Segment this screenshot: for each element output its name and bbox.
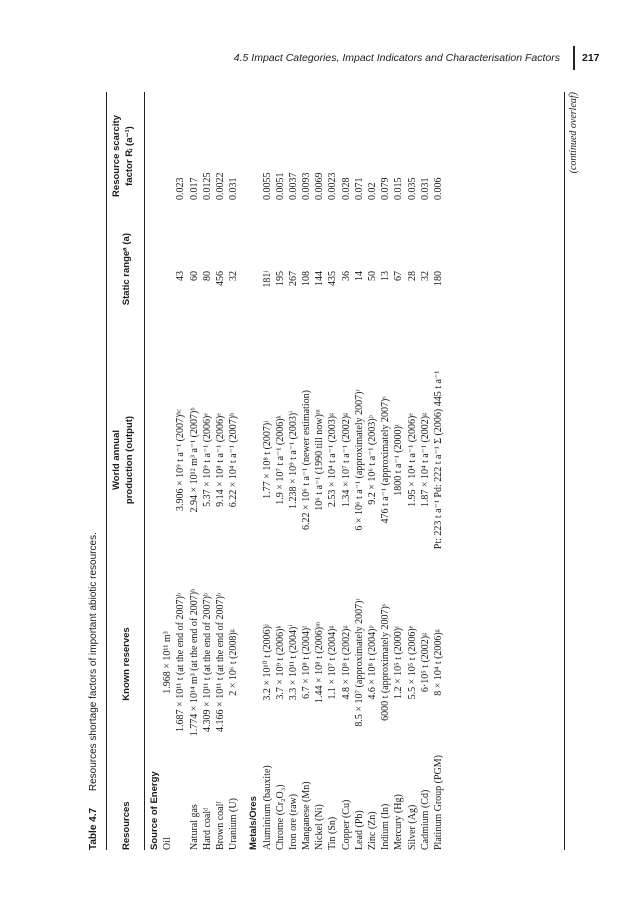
section-heading-row [247, 92, 260, 850]
cell-resource: Iron ore (raw) [287, 793, 299, 850]
continued-note: (continued overleaf) [568, 92, 579, 174]
cell-known-reserves: 3.3 × 10¹¹ t (2004)ⁱ [287, 624, 299, 701]
cell-scarcity-factor: 0.035 [406, 177, 418, 200]
table-row [340, 92, 353, 850]
table-row [174, 92, 187, 850]
cell-resource: Oil [162, 837, 174, 850]
cell-resource: Chrome (Cr₂O₃) [274, 784, 286, 850]
cell-scarcity-factor: 0.0069 [314, 172, 326, 200]
cell-scarcity-factor: 0.079 [380, 177, 392, 200]
page-number-rule [573, 46, 575, 70]
cell-known-reserves: 2 × 10⁶ t (2008)ᵍ [228, 629, 240, 696]
table-row [326, 92, 339, 850]
column-header-resources: Resources [121, 801, 132, 850]
cell-resource: Aluminium (bauxite) [261, 765, 273, 850]
table-header-rule [144, 92, 145, 850]
page-number: 217 [582, 52, 600, 64]
cell-static-range: 435 [327, 271, 339, 286]
table-top-rule [106, 92, 107, 850]
cell-scarcity-factor: 0.031 [228, 177, 240, 200]
cell-scarcity-factor: 0.0051 [274, 172, 286, 200]
cell-known-reserves: 4.309 × 10¹¹ t (at the end of 2007)ᵇ [201, 593, 213, 732]
cell-static-range: 28 [406, 271, 418, 281]
cell-scarcity-factor: 0.006 [432, 177, 444, 200]
cell-scarcity-factor: 0.0037 [287, 172, 299, 200]
cell-known-reserves: 1.968 × 10¹¹ m³ [162, 631, 174, 694]
cell-world-production: 9.2 × 10⁶ t a⁻¹ (2003)ᵖ [367, 415, 378, 505]
cell-world-production: 1.87 × 10⁴ t a⁻¹ (2002)ᵍ [419, 412, 431, 508]
cell-world-production: 2.53 × 10⁴ t a⁻¹ (2003)ᵍ [327, 412, 339, 508]
section-heading: Metals/Ores [248, 796, 260, 850]
cell-scarcity-factor: 0.015 [393, 177, 405, 200]
table-body [148, 92, 445, 850]
cell-static-range: 50 [367, 271, 378, 281]
cell-resource: Brown coalᶠ [214, 801, 226, 850]
cell-static-range: 32 [228, 271, 240, 281]
cell-scarcity-factor: 0.02 [367, 182, 378, 200]
table-row [287, 92, 300, 850]
cell-known-reserves: 6.7 × 10⁸ t (2004)ˡ [301, 626, 313, 699]
table-row [261, 92, 274, 850]
cell-resource: Manganese (Mn) [301, 781, 313, 850]
column-header-world-production-line1: World annual [111, 430, 122, 490]
table-row [392, 92, 405, 850]
cell-world-production: 10⁶ t a⁻¹ (1990 till now)ᵐ [314, 409, 326, 511]
cell-scarcity-factor: 0.0055 [261, 172, 273, 200]
cell-resource: Silver (Ag) [406, 804, 418, 850]
table-row [188, 92, 201, 850]
cell-known-reserves: 1.687 × 10¹¹ t (at the end of 2007)ᵇ [175, 593, 187, 732]
cell-known-reserves: 6000 t (approximately 2007)ˢ [380, 604, 392, 721]
cell-static-range: 43 [175, 271, 187, 281]
column-header-world-production-line2: production (output) [124, 415, 135, 505]
cell-scarcity-factor: 0.071 [353, 177, 365, 200]
cell-static-range: 67 [393, 271, 405, 281]
cell-scarcity-factor: 0.0023 [327, 172, 339, 200]
column-header-static-range: Static rangeᵃ (a) [121, 233, 132, 306]
cell-world-production: 6.22 × 10⁴ t a⁻¹ (2007)ʰ [228, 412, 240, 508]
table-row [300, 92, 313, 850]
section-gap [240, 92, 247, 850]
cell-world-production: 1800 t a⁻¹ (2000)ᵗ [393, 424, 405, 496]
cell-static-range: 267 [287, 271, 299, 286]
cell-world-production: 1.34 × 10⁷ t a⁻¹ (2002)ᵍ [340, 412, 352, 508]
cell-scarcity-factor: 0.028 [340, 177, 352, 200]
cell-scarcity-factor: 0.017 [188, 177, 200, 200]
table-caption [88, 92, 99, 850]
column-header-scarcity-line2: factor Rᵢ (a⁻¹) [124, 126, 135, 186]
cell-static-range: 144 [314, 271, 326, 286]
cell-resource: Platinum Group (PGM) [432, 755, 444, 850]
cell-world-production: 1.77 × 10⁸ t (2007)ʲ [261, 421, 273, 499]
cell-world-production: 6 × 10⁶ t a⁻¹ (approximately 2007)ʳ [353, 389, 365, 531]
cell-static-range: 14 [353, 271, 365, 281]
cell-resource: Indium (In) [380, 803, 392, 850]
section-heading-row [148, 92, 161, 850]
cell-static-range: 80 [201, 271, 213, 281]
cell-world-production: 3.906 × 10⁹ t a⁻¹ (2007)ᵇᶜ [175, 409, 187, 511]
cell-resource: Uranium (U) [228, 798, 240, 850]
column-header-known-reserves: Known reserves [121, 627, 132, 701]
cell-resource: Tin (Sn) [327, 816, 339, 850]
cell-scarcity-factor: 0.0022 [214, 172, 226, 200]
cell-world-production: 1.9 × 10⁷ t a⁻¹ (2006)ᵏ [274, 415, 286, 505]
table-caption-text: Resources shortage factors of important abiotic resources. [88, 532, 99, 792]
cell-static-range: 181ʲ [261, 271, 273, 288]
table-row [406, 92, 419, 850]
table-row [419, 92, 432, 850]
table-row [313, 92, 326, 850]
cell-static-range: 456 [214, 271, 226, 286]
table-row [379, 92, 392, 850]
cell-world-production: 1.95 × 10⁴ t a⁻¹ (2006)ᵉ [406, 413, 418, 507]
cell-known-reserves: 1.44 × 10⁸ t (2006)ᵐ [314, 622, 326, 703]
cell-resource: Nickel (Ni) [314, 804, 326, 850]
cell-known-reserves: 3.2 × 10¹⁰ t (2006)ʲ [261, 624, 273, 701]
table-row [227, 92, 240, 850]
cell-resource: Cadmium (Cd) [419, 789, 431, 850]
cell-world-production: 1.238 × 10⁹ t a⁻¹ (2003)ⁱ [287, 410, 299, 510]
section-heading: Source of Energy [149, 771, 160, 850]
cell-resource: Mercury (Hg) [393, 794, 405, 850]
cell-known-reserves: 1.774 × 10¹⁴ m³ (at the end of 2007)ᵇ [188, 588, 200, 737]
cell-world-production: 476 t a⁻¹ (approximately 2007)ˢ [380, 396, 392, 524]
cell-static-range: 195 [274, 271, 286, 286]
cell-static-range: 108 [301, 271, 313, 286]
cell-known-reserves: 8 × 10⁴ t (2006)ᵍ [432, 629, 444, 696]
table-row [161, 92, 174, 850]
cell-world-production: 2.94 × 10¹² m³ a⁻¹ (2007)ᵇ [188, 407, 200, 513]
cell-resource: Copper (Cu) [340, 799, 352, 850]
column-header-world-production [110, 368, 136, 552]
table-row [201, 92, 214, 850]
cell-scarcity-factor: 0.023 [175, 177, 187, 200]
column-header-scarcity-line1: Resource scarcity [111, 115, 122, 197]
cell-scarcity-factor: 0.031 [419, 177, 431, 200]
cell-resource: Lead (Pb) [353, 810, 365, 850]
table-label: Table 4.7 [88, 807, 99, 850]
table-row [366, 92, 379, 850]
cell-known-reserves: 1.2 × 10⁵ t (2000)ᵗ [393, 626, 405, 699]
cell-static-range: 36 [340, 271, 352, 281]
cell-world-production: 5.37 × 10⁹ t a⁻¹ (2006)ᵉ [201, 413, 213, 507]
cell-world-production: Pt: 223 t a⁻¹ Pd: 222 t a⁻¹ Σ (2006) 445 t a⁻¹ [432, 370, 444, 550]
cell-world-production: 9.14 × 10⁸ t a⁻¹ (2006)ᵉ [214, 413, 226, 507]
table-bottom-rule [564, 92, 565, 850]
running-head: 4.5 Impact Categories, Impact Indicators and Characterisation Factors [233, 52, 560, 64]
cell-known-reserves: 1.1 × 10⁷ t (2004)ᵍ [327, 625, 339, 700]
cell-known-reserves: 4.8 × 10⁸ t (2002)ᵍ [340, 625, 352, 700]
cell-static-range: 180 [432, 271, 444, 286]
cell-resource: Natural gas [188, 804, 200, 850]
cell-resource: Zinc (Zn) [367, 811, 378, 850]
cell-known-reserves: 3.7 × 10⁹ t (2006)ᵏ [274, 625, 286, 700]
cell-known-reserves: 5.5 × 10⁵ t (2006)ᵉ [406, 625, 418, 700]
cell-scarcity-factor: 0.0093 [301, 172, 313, 200]
column-header-scarcity-factor [110, 92, 136, 220]
rotated-table-block [80, 92, 620, 850]
table-row [214, 92, 227, 850]
cell-static-range: 32 [419, 271, 431, 281]
cell-world-production: 6.22 × 10⁶ t a⁻¹ (newer estimation) [301, 390, 313, 530]
table-row [274, 92, 287, 850]
cell-known-reserves: 4.166 × 10¹¹ t (at the end of 2007)ᵇ [214, 593, 226, 732]
table-row [432, 92, 445, 850]
cell-known-reserves: 6·10⁵ t (2002)ᵍ [419, 632, 431, 693]
cell-static-range: 60 [188, 271, 200, 281]
cell-static-range: 13 [380, 271, 392, 281]
cell-resource: Hard coalᵈ [201, 807, 213, 850]
cell-known-reserves: 4.6 × 10⁸ t (2004)ᵖ [367, 625, 378, 700]
table-row [353, 92, 366, 850]
cell-known-reserves: 8.5 × 10⁷ (approximately 2007)ʳ [353, 598, 365, 727]
cell-scarcity-factor: 0.0125 [201, 172, 213, 200]
